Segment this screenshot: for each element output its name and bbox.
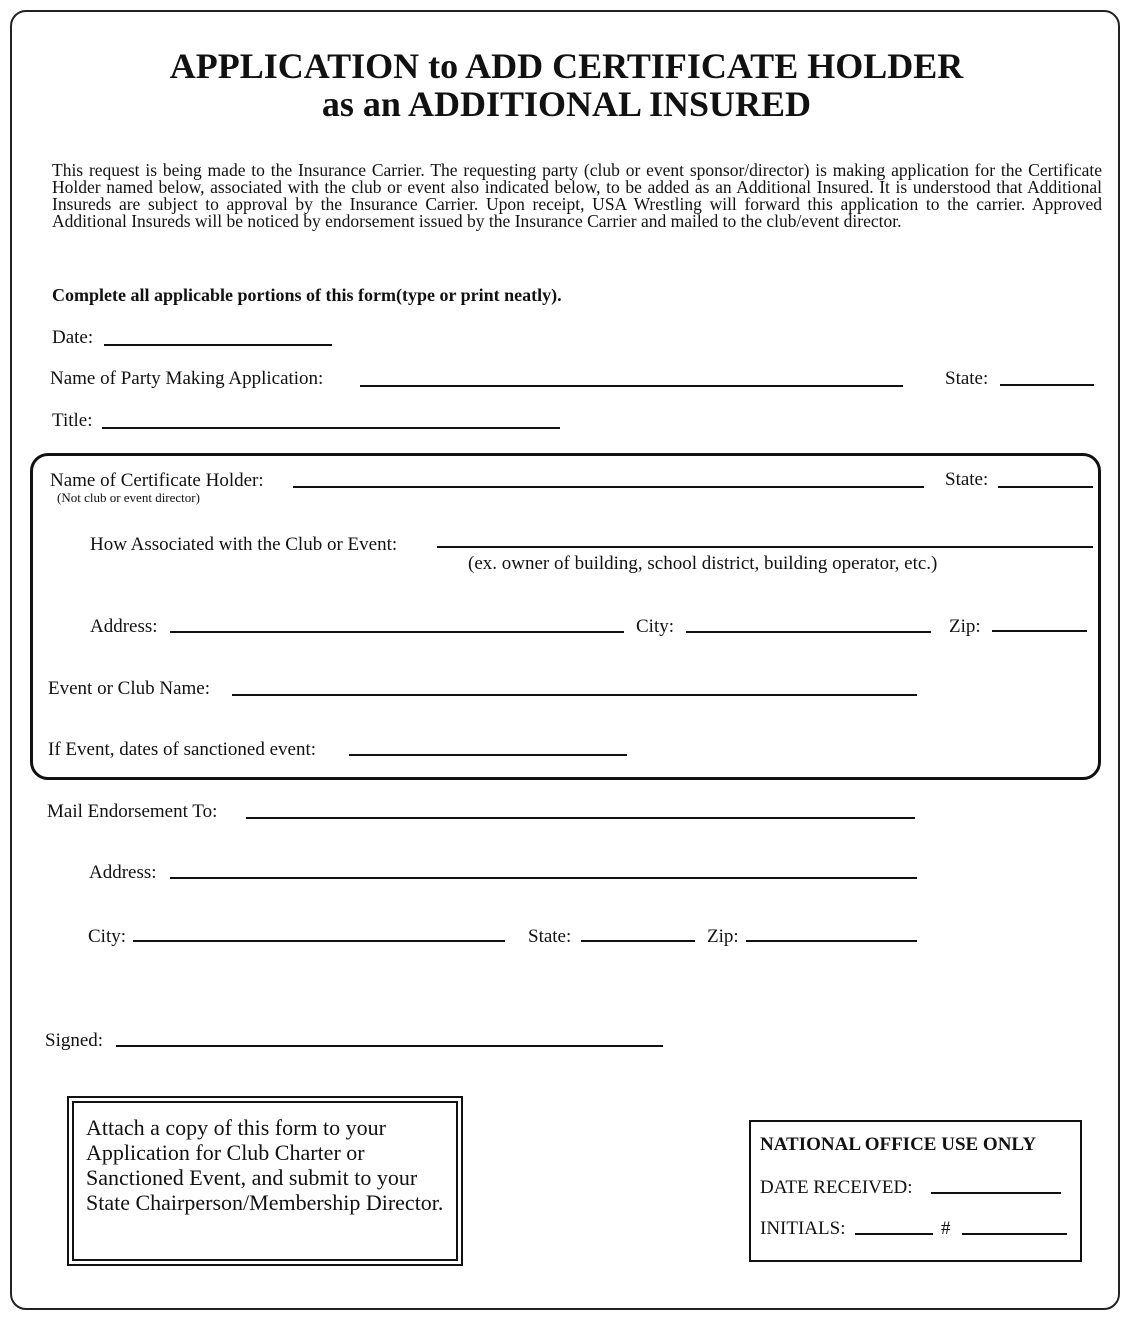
date-label: Date: (52, 327, 94, 348)
party-name-field[interactable] (360, 385, 903, 387)
mail-city-field[interactable] (133, 940, 505, 942)
office-number-label: # (941, 1218, 951, 1239)
date-received-field[interactable] (931, 1192, 1061, 1194)
event-name-label: Event or Club Name: (48, 678, 210, 699)
office-number-field[interactable] (962, 1233, 1067, 1235)
mail-state-field[interactable] (581, 940, 695, 942)
initials-field[interactable] (855, 1233, 933, 1235)
initials-label: INITIALS: (760, 1218, 846, 1239)
mail-zip-label: Zip: (707, 926, 739, 947)
form-instruction: Complete all applicable portions of this form(type or print neatly). (52, 285, 562, 305)
party-name-label: Name of Party Making Application: (50, 368, 324, 389)
holder-zip-label: Zip: (949, 616, 981, 637)
attach-note-text: Attach a copy of this form to your Application for Club Charter or Sanctioned Event, and submit to your State Chairperson/Membership Director. (72, 1101, 458, 1261)
title-field[interactable] (102, 427, 560, 429)
association-field[interactable] (437, 546, 1093, 548)
attach-note-box (67, 1096, 463, 1266)
certificate-holder-label: Name of Certificate Holder: (50, 470, 264, 491)
signed-label: Signed: (45, 1030, 104, 1051)
date-received-label: DATE RECEIVED: (760, 1177, 913, 1198)
mail-city-label: City: (88, 926, 127, 947)
mail-address-label: Address: (89, 862, 157, 883)
intro-paragraph: This request is being made to the Insurance Carrier. The requesting party (club or event sponsor/director) is making application for the Certificate Holder named below, associated with the club or event also indicated below, to be added as an Additional Insured. It is understood that Additional Insureds are subject to approval by the Insurance Carrier. Upon receipt, USA Wrestling will forward this application to the carrier. Approved Additional Insureds will be noticed by endorsement issued by the Insurance Carrier and mailed to the club/event director. (52, 160, 1102, 231)
certificate-holder-state-field[interactable] (998, 486, 1093, 488)
event-dates-label: If Event, dates of sanctioned event: (48, 739, 317, 760)
holder-zip-field[interactable] (992, 630, 1087, 632)
mail-zip-field[interactable] (746, 940, 917, 942)
signature-field[interactable] (116, 1045, 663, 1047)
party-state-field[interactable] (1000, 384, 1094, 386)
association-example: (ex. owner of building, school district, building operator, etc.) (468, 553, 938, 574)
holder-address-field[interactable] (170, 631, 624, 633)
form-title-line-1: APPLICATION to ADD CERTIFICATE HOLDER (169, 46, 964, 86)
form-title-line-2: as an ADDITIONAL INSURED (321, 84, 812, 124)
title-label: Title: (52, 410, 93, 431)
event-dates-field[interactable] (349, 754, 627, 756)
mail-address-field[interactable] (170, 877, 917, 879)
mail-to-field[interactable] (246, 817, 915, 819)
date-field[interactable] (104, 344, 332, 346)
event-name-field[interactable] (232, 694, 917, 696)
mail-to-label: Mail Endorsement To: (47, 801, 218, 822)
mail-state-label: State: (528, 926, 572, 947)
association-label: How Associated with the Club or Event: (90, 534, 398, 555)
certificate-holder-note: (Not club or event director) (57, 490, 200, 505)
certificate-holder-field[interactable] (293, 486, 924, 488)
party-state-label: State: (945, 368, 989, 389)
holder-city-field[interactable] (686, 631, 931, 633)
certificate-holder-state-label: State: (945, 469, 989, 490)
holder-address-label: Address: (90, 616, 158, 637)
holder-city-label: City: (636, 616, 675, 637)
national-office-heading: NATIONAL OFFICE USE ONLY (760, 1134, 1037, 1155)
